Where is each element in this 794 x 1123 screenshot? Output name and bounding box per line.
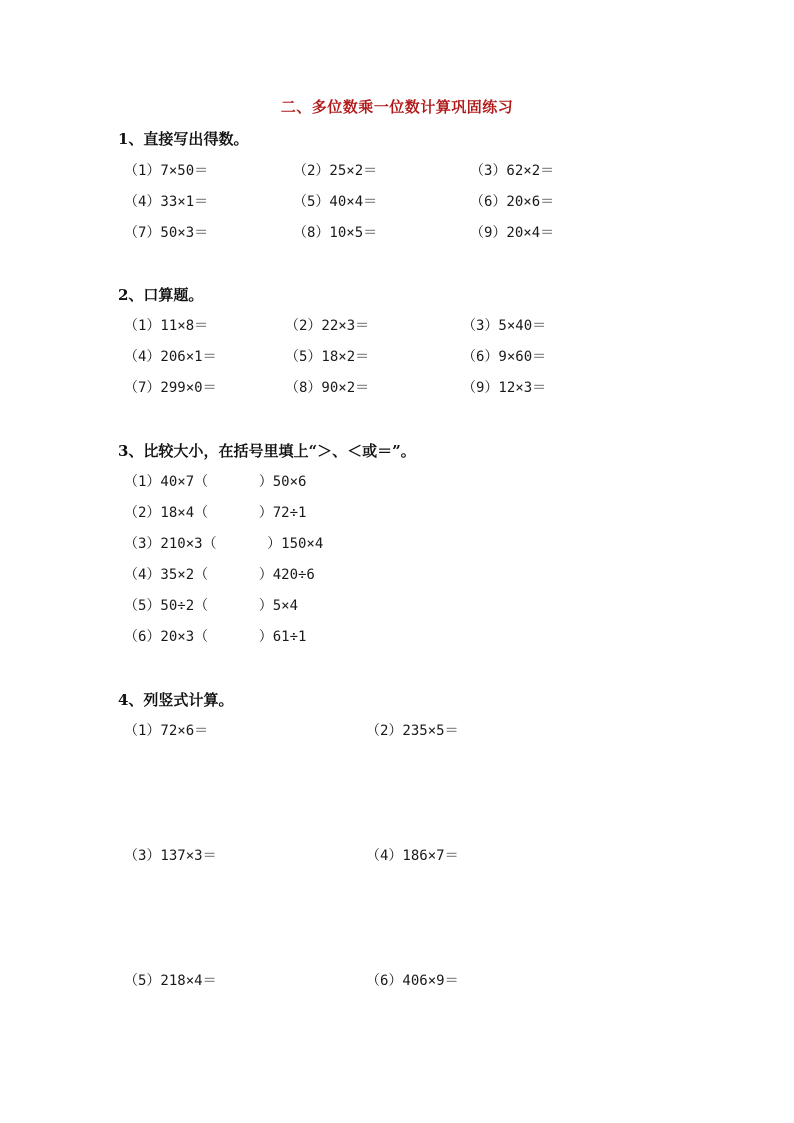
problem: （6）9×60＝ bbox=[462, 349, 547, 365]
section-1-heading: 1、直接写出得数。 bbox=[118, 130, 249, 148]
problem: （1）11×8＝ bbox=[124, 318, 209, 334]
problem: （3）62×2＝ bbox=[470, 163, 555, 179]
page-title: 二、多位数乘一位数计算巩固练习 bbox=[280, 98, 514, 116]
problem: （4）186×7＝ bbox=[366, 848, 459, 864]
section-2-heading: 2、口算题。 bbox=[118, 286, 204, 304]
problem: （6）20×3（ ）61÷1 bbox=[124, 629, 307, 645]
problem: （6）20×6＝ bbox=[470, 194, 555, 210]
problem: （9）20×4＝ bbox=[470, 225, 555, 241]
problem: （2）22×3＝ bbox=[285, 318, 370, 334]
problem: （5）50÷2（ ）5×4 bbox=[124, 598, 299, 614]
section-4-heading: 4、列竖式计算。 bbox=[118, 691, 234, 709]
problem: （3）5×40＝ bbox=[462, 318, 547, 334]
problem: （3）137×3＝ bbox=[124, 848, 217, 864]
problem: （2）25×2＝ bbox=[293, 163, 378, 179]
problem: （9）12×3＝ bbox=[462, 380, 547, 396]
problem: （1）7×50＝ bbox=[124, 163, 209, 179]
problem: （4）35×2（ ）420÷6 bbox=[124, 567, 315, 583]
problem: （2）18×4（ ）72÷1 bbox=[124, 505, 307, 521]
problem: （5）18×2＝ bbox=[285, 349, 370, 365]
problem: （1）40×7（ ）50×6 bbox=[124, 474, 307, 490]
problem: （8）90×2＝ bbox=[285, 380, 370, 396]
problem: （3）210×3（ ）150×4 bbox=[124, 536, 324, 552]
problem: （4）206×1＝ bbox=[124, 349, 217, 365]
problem: （7）299×0＝ bbox=[124, 380, 217, 396]
problem: （7）50×3＝ bbox=[124, 225, 209, 241]
problem: （2）235×5＝ bbox=[366, 723, 459, 739]
problem: （6）406×9＝ bbox=[366, 973, 459, 989]
section-3-heading: 3、比较大小，在括号里填上“＞、＜或＝”。 bbox=[118, 442, 416, 460]
problem: （5）218×4＝ bbox=[124, 973, 217, 989]
problem: （5）40×4＝ bbox=[293, 194, 378, 210]
problem: （4）33×1＝ bbox=[124, 194, 209, 210]
problem: （1）72×6＝ bbox=[124, 723, 209, 739]
problem: （8）10×5＝ bbox=[293, 225, 378, 241]
